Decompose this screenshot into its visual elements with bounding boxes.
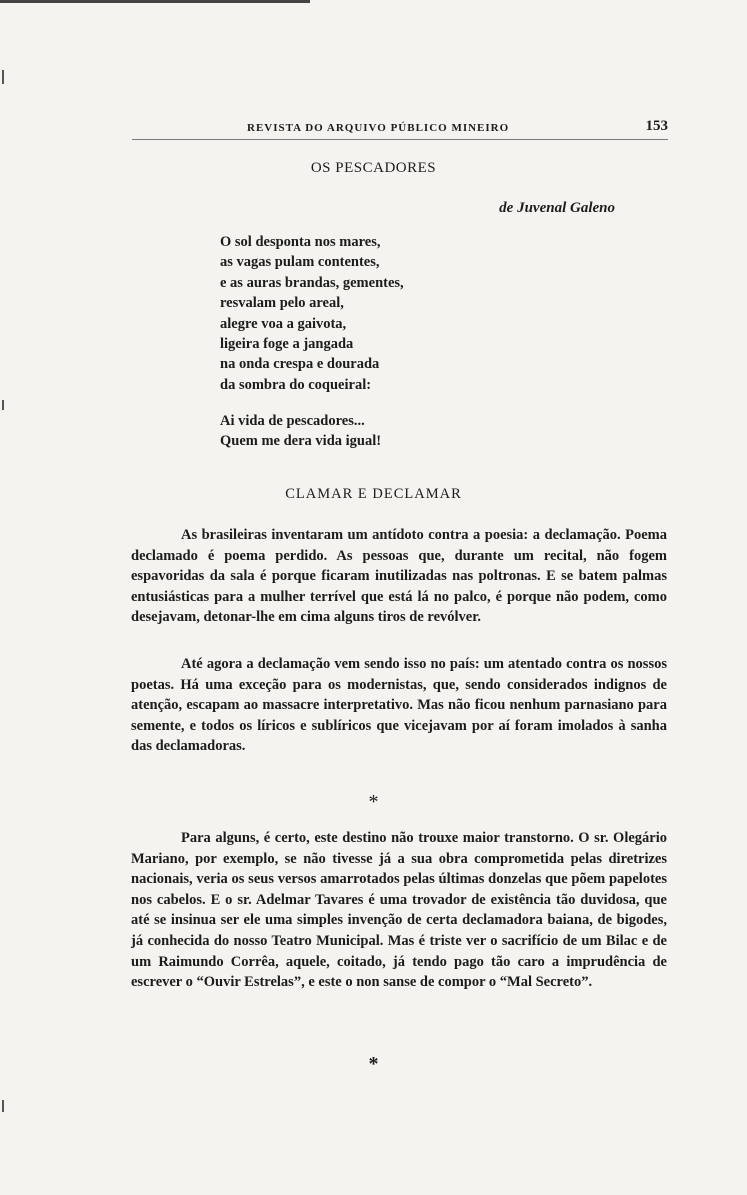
poem-line: as vagas pulam contentes, <box>220 254 380 271</box>
poem-line: da sombra do coqueiral: <box>220 376 372 393</box>
scan-margin-mark <box>2 70 4 84</box>
poem-stanza-2 <box>220 411 381 452</box>
poem-line: Ai vida de pescadores... <box>220 413 365 429</box>
poem-author: de Juvenal Galeno <box>499 200 615 216</box>
essay-paragraph-3 <box>131 828 667 993</box>
paragraph-text: Para alguns, é certo, este destino não trouxe maior transtorno. O sr. Olegário Mariano, por exemplo, se não tivesse já a sua obra comprometida pelas diretrizes nacionais, veria os seus versos amarrotados pelas últimas donzelas que põem papelotes nos cabelos. E o sr. Adelmar Tavares é uma trovador de existência tão duvidosa, que até se insinua ser ele uma simples invenção de certa declamadora baiana, de bigodes, já conhecida do nosso Teatro Municipal. Mas é triste ver o sacrifício de um Bilac e de um Raimundo Corrêa, aquele, coitado, já tendo pago tão caro a imprudência de escrever o “Ouvir Estrelas”, e este o non sanse de compor o “Mal Secreto”. <box>131 830 667 991</box>
essay-title: CLAMAR E DECLAMAR <box>285 486 462 502</box>
section-separator: * <box>368 791 379 813</box>
poem-line: alegre voa a gaivota, <box>220 315 347 332</box>
scan-margin-mark <box>2 400 4 410</box>
poem-line: O sol desponta nos mares, <box>220 234 381 250</box>
page-header <box>132 118 668 140</box>
running-title: REVISTA DO ARQUIVO PÚBLICO MINEIRO <box>247 122 510 134</box>
paragraph-text: As brasileiras inventaram um antídoto contra a poesia: a declamação. Poema declamado é poema perdido. As pessoas que, durante um recital, não fogem espavoridas da sala é porque ficaram inutilizadas nas poltronas. E se batem palmas entusiásticas para a mulher terrível que está lá no palco, é porque não podem, como desejavam, detonar-lhe em cima alguns tiros de revólver. <box>131 527 667 626</box>
poem-line: ligeira foge a jangada <box>220 336 354 353</box>
poem-line: e as auras brandas, gementes, <box>220 274 404 291</box>
scan-margin-mark <box>2 1100 4 1112</box>
poem-title: OS PESCADORES <box>310 160 437 176</box>
page-number: 153 <box>645 118 668 134</box>
poem-line: na onda crespa e dourada <box>220 356 380 373</box>
essay-paragraph-1 <box>131 525 667 628</box>
paragraph-text: Até agora a declamação vem sendo isso no país: um atentado contra os nossos poetas. Há uma exceção para os modernistas, que, sendo considerados indignos de atenção, escapam ao massacre interpretativo. Mas não ficou nenhum parnasiano para semente, e todos os líricos e sublíricos que vicejavam por aí foram imolados à sanha das declamadoras. <box>131 656 667 755</box>
scan-edge-line <box>0 0 310 3</box>
poem-line: resvalam pelo areal, <box>220 295 344 312</box>
header-rule <box>132 139 668 140</box>
poem-stanza-1 <box>220 232 404 395</box>
poem-line: Quem me dera vida igual! <box>220 433 382 450</box>
essay-paragraph-2 <box>131 654 667 757</box>
section-separator: * <box>368 1053 379 1075</box>
